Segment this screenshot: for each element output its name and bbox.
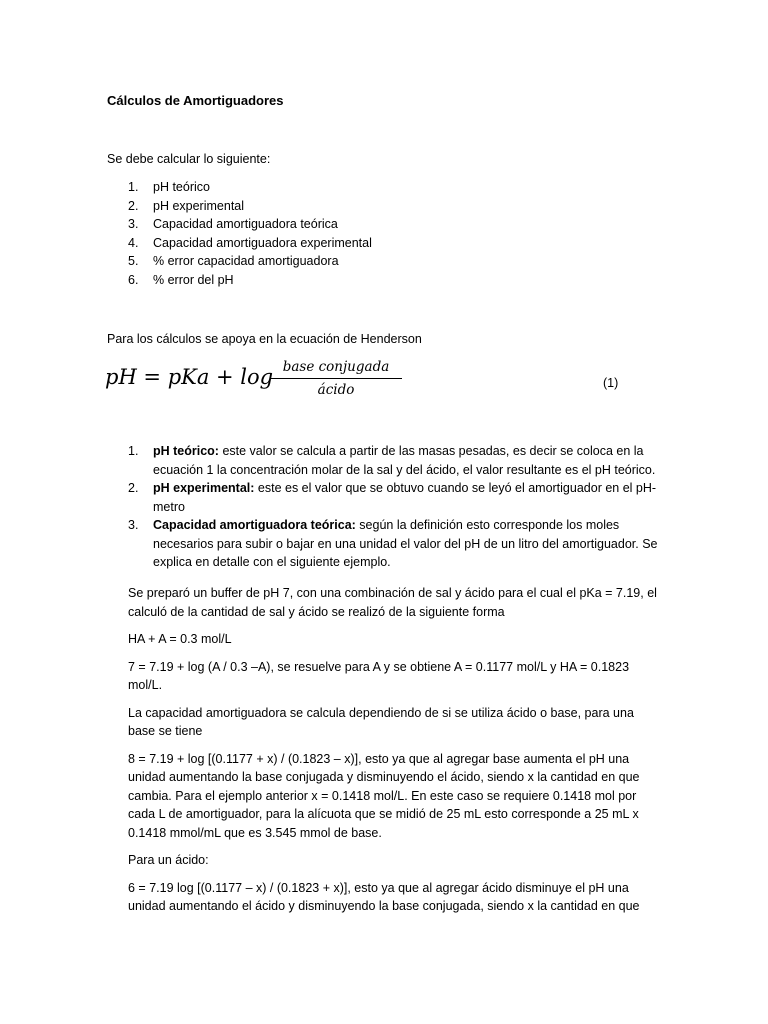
list-text: % error del pH — [153, 272, 234, 287]
paragraph: 8 = 7.19 + log [(0.1177 + x) / (0.1823 – x)], esto ya que al agregar base aumenta el pH una unidad aumentando la base conjugada y disminuyendo el ácido, siendo x la cantidad en que cambia. Para el ejemplo anterior x = 0.1418 mol/L. En este caso se requiere 0.1418 mol por cada L de amortiguador, para la alícuota que se midió de 25 mL esto corresponde a 25 mL x 0.1418 mmol/mL que es 3.545 mmol de base. — [128, 751, 640, 840]
list-item — [107, 197, 627, 216]
definition-term: Capacidad amortiguadora teórica: — [153, 518, 356, 532]
list-number: 3. — [128, 217, 139, 231]
intro-text: Se debe calcular lo siguiente: — [107, 152, 271, 166]
definition-text: este es el valor que se obtuvo cuando se leyó el amortiguador en el pH-metro — [153, 481, 657, 514]
list-number: 5. — [128, 254, 139, 268]
paragraph: HA + A = 0.3 mol/L — [128, 632, 232, 646]
list-text: pH experimental — [153, 198, 245, 213]
paragraph: 7 = 7.19 + log (A / 0.3 –A), se resuelve para A y se obtiene A = 0.1177 mol/L y HA = 0.1823 mol/L. — [128, 659, 630, 692]
henderson-equation — [105, 356, 625, 406]
list-item — [107, 178, 627, 197]
henderson-intro: Para los cálculos se apoya en la ecuación de Henderson — [107, 332, 422, 346]
list-number: 6. — [128, 272, 139, 287]
equation-fraction — [270, 358, 402, 399]
list-number: 1. — [128, 444, 139, 458]
list-item — [107, 479, 667, 516]
paragraph: Se preparó un buffer de pH 7, con una combinación de sal y ácido para el cual el pKa = 7.19, el calculó de la cantidad de sal y ácido se realizó de la siguiente forma — [128, 586, 657, 619]
list-item — [107, 516, 667, 572]
paragraph: Para un ácido: — [128, 853, 209, 867]
list-text: % error capacidad amortiguadora — [153, 254, 339, 268]
document-title: Cálculos de Amortiguadores — [107, 93, 284, 108]
list-item — [107, 252, 627, 271]
list-item — [107, 215, 627, 234]
calculation-list — [107, 178, 627, 289]
list-text: Capacidad amortiguadora teórica — [153, 217, 338, 231]
list-text: pH teórico — [153, 180, 210, 194]
equation-numerator: base conjugada — [282, 359, 390, 375]
equation-number: (1) — [603, 376, 619, 390]
body-text — [128, 584, 658, 925]
list-item — [107, 234, 627, 253]
paragraph: La capacidad amortiguadora se calcula dependiendo de si se utiliza ácido o base, para una base se tiene — [128, 705, 634, 738]
list-number: 2. — [128, 198, 139, 213]
list-number: 4. — [128, 235, 139, 250]
paragraph: 6 = 7.19 log [(0.1177 – x) / (0.1823 + x)], esto ya que al agregar ácido disminuye el pH una unidad aumentando el ácido y disminuyendo la base conjugada, siendo x la cantidad en que — [128, 880, 640, 913]
list-number: 2. — [128, 481, 139, 495]
list-number: 1. — [128, 180, 139, 194]
definition-term: pH teórico: — [153, 444, 219, 458]
list-number: 3. — [128, 518, 139, 532]
definitions-list — [107, 442, 667, 572]
definition-text: según la definición esto corresponde los moles necesarios para subir o bajar en una unidad el valor del pH de un litro del amortiguador. Se explica en detalle con el siguiente ejemplo. — [153, 518, 658, 569]
equation-lhs: pH = pKa + log — [105, 365, 274, 389]
definition-term: pH experimental: — [153, 481, 255, 495]
equation-denominator: ácido — [317, 382, 355, 398]
list-item — [107, 442, 667, 479]
list-item — [107, 271, 627, 290]
definition-text: este valor se calcula a partir de las masas pesadas, es decir se coloca en la ecuación 1 la concentración molar de la sal y del ácido, el valor resultante es el pH teórico. — [153, 444, 656, 477]
list-text: Capacidad amortiguadora experimental — [153, 235, 372, 250]
